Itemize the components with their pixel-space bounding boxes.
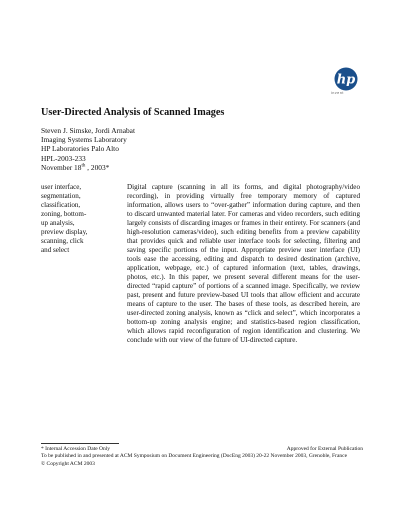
approval-note: Approved for External Publication <box>286 446 363 452</box>
keyword-line: segmentation, <box>41 192 81 200</box>
author-org: HP Laboratories Palo Alto <box>41 144 119 154</box>
author-lab: Imaging Systems Laboratory <box>41 135 127 145</box>
keyword-line: up analysis, <box>41 219 75 227</box>
keywords-column <box>41 183 123 255</box>
hp-logo-tagline: invent <box>331 91 344 95</box>
hp-logo-text: hp <box>336 72 356 88</box>
keyword-line: user interface, <box>41 183 82 191</box>
footnote-block <box>41 446 363 468</box>
report-date-sup: th <box>81 163 86 169</box>
report-date-suffix: , 2003* <box>85 162 110 172</box>
keyword-line: preview display, <box>41 228 88 236</box>
paper-title: User-Directed Analysis of Scanned Images <box>41 107 225 118</box>
author-names: Steven J. Simske, Jordi Arnabat <box>41 126 136 135</box>
report-id: HPL-2003-233 <box>41 153 86 163</box>
report-date-prefix: November 18 <box>41 162 82 172</box>
footnote-divider <box>41 443 119 444</box>
author-block <box>41 126 135 172</box>
accession-note: * Internal Accession Date Only <box>41 446 111 452</box>
keyword-line: zoning, bottom- <box>41 210 87 218</box>
publication-note: To be published in and presented at ACM Symposium on Document Engineering (DocEng 2003) 20-22 November 2003, Grenoble, France <box>41 453 348 460</box>
abstract-text: Digital capture (scanning in all its forms, and digital photography/video recording), in providing virtually free temporary memory of captured information, allows users to “over-gather” information during capture, and then to discard unwanted material later. For cameras and video recorders, such editing largely consists of discarding images or frames in their entirety. For scanners (and high-resolution cameras/video), such editing benefits from a preview capability that provides quick and reliable user interface tools for selecting, filtering and saving specific portions of the input. Appropriate preview user interface (UI) tools ease the accessing, editing and dispatch to desired destination (archive, application, webpage, etc.) of captured information (text, tables, drawings, photos, etc.). In this paper, we present several different means for the user-directed “rapid capture” of portions of a scanned image. Specifically, we review past, present and future preview-based UI tools that allow efficient and accurate means of capture to the user. The bases of these tools, as described herein, are user-directed zoning analysis, known as “click and select”, which incorporates a bottom-up zoning analysis engine; and statistics-based region classification, which allows rapid reconfiguration of region identification and clustering. We conclude with our view of the future of UI-directed capture. <box>127 183 360 344</box>
copyright-note: © Copyright ACM 2003 <box>41 460 95 467</box>
keyword-line: and select <box>41 246 70 254</box>
report-date <box>41 163 135 172</box>
keyword-line: scanning, click <box>41 237 84 245</box>
keyword-line: classification, <box>41 201 81 209</box>
